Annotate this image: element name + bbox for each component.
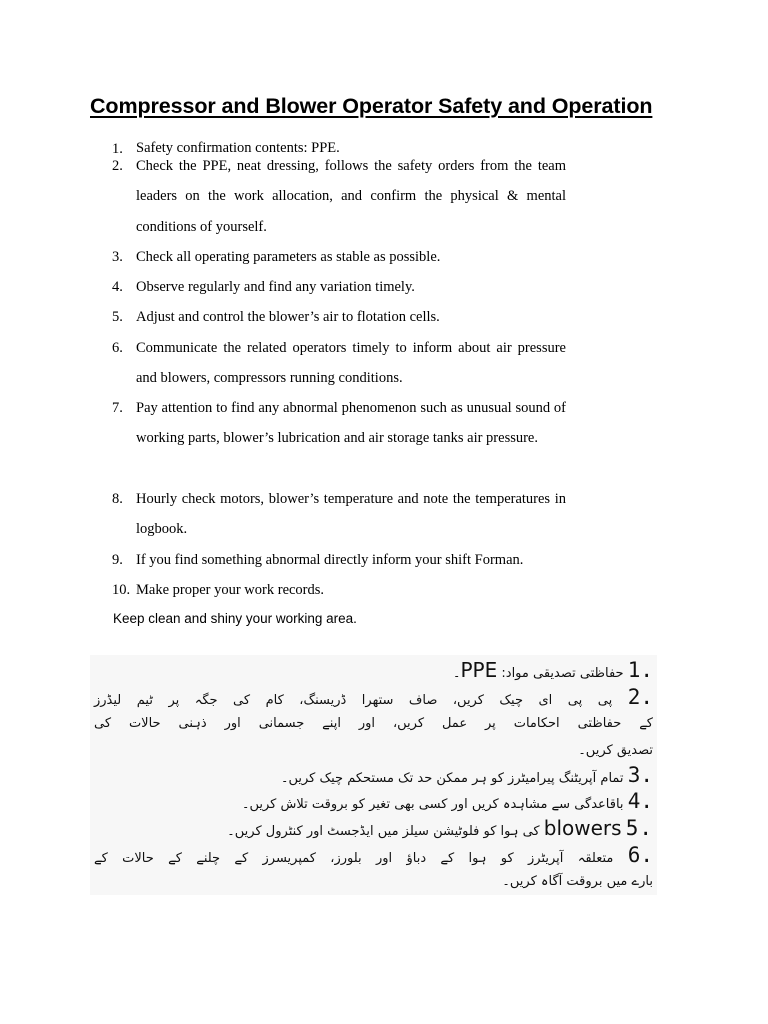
list-item-number: 6.	[112, 340, 123, 356]
urdu-text: باقاعدگی سے مشاہدہ کریں اور کسی بھی تغیر کو بروقت تلاش کریں۔	[241, 797, 624, 812]
urdu-line-2b	[94, 712, 653, 736]
list-item-text: Adjust and control the blower’s air to flotation cells.	[136, 309, 440, 325]
urdu-text: کے حفاظتی احکامات پر عمل کریں، اور اپنے جسمانی اور ذہنی حالات کی	[94, 716, 653, 731]
list-item-8	[112, 484, 566, 545]
document-title: Compressor and Blower Operator Safety and Operation	[90, 94, 653, 118]
list-item-text: Check all operating parameters as stable as possible.	[136, 249, 441, 265]
urdu-line-6a	[94, 843, 653, 871]
list-item-number: 1.	[112, 141, 123, 157]
list-item-6	[112, 333, 566, 394]
list-item-2	[112, 151, 566, 242]
list-item-number: 4.	[112, 279, 123, 295]
urdu-translation-block	[90, 655, 657, 895]
list-item-number: 9.	[112, 552, 123, 568]
urdu-item-number: 5.	[625, 816, 653, 840]
urdu-text: بارے میں بروقت آگاہ کریں۔	[502, 874, 653, 889]
urdu-line-5	[227, 816, 653, 844]
list-item-number: 8.	[112, 491, 123, 507]
urdu-blowers-term: blowers	[543, 816, 622, 840]
list-item-5	[112, 302, 566, 332]
urdu-item-number: 1.	[627, 658, 653, 682]
list-item-number: 3.	[112, 249, 123, 265]
list-item-text: Communicate the related operators timely to inform about air pressure and blowers, compressors running conditions.	[136, 340, 566, 387]
list-item-text: If you find something abnormal directly inform your shift Forman.	[136, 552, 524, 568]
urdu-text: پی پی ای چیک کریں، صاف ستھرا ڈریسنگ، کام کی جگہ پر ٹیم لیڈرز	[94, 693, 613, 708]
list-item-number: 2.	[112, 158, 123, 174]
list-item-text: Hourly check motors, blower’s temperature and note the temperatures in logbook.	[136, 491, 566, 538]
urdu-line-3	[281, 763, 653, 791]
list-item-number: 7.	[112, 400, 123, 416]
urdu-text: تصدیق کریں۔	[578, 743, 653, 758]
urdu-ppe-term: PPE	[460, 658, 498, 682]
list-item-3	[112, 242, 566, 272]
urdu-line-6b	[502, 870, 653, 894]
urdu-line-4	[242, 789, 653, 817]
urdu-text: متعلقہ آپریٹرز کو ہوا کے دباؤ اور بلورز، کمپریسرز کے چلنے کے حالات کے	[94, 851, 614, 866]
urdu-line-2c	[578, 739, 653, 763]
urdu-item-number: 6.	[627, 843, 653, 867]
closing-note: Keep clean and shiny your working area.	[113, 611, 357, 626]
urdu-item-number: 2.	[627, 685, 653, 709]
urdu-line-1	[453, 658, 653, 686]
urdu-text: کی ہوا کو فلوٹیشن سیلز میں ایڈجسٹ اور کنٹرول کریں۔	[227, 824, 540, 839]
list-item-4	[112, 272, 566, 302]
urdu-text: حفاظتی تصدیقی مواد:	[501, 666, 624, 681]
list-item-text: Pay attention to find any abnormal phenomenon such as unusual sound of working parts, blower’s lubrication and air storage tanks air pressure.	[136, 400, 566, 447]
list-item-text: Make proper your work records.	[136, 582, 325, 598]
list-item-7	[112, 393, 566, 454]
list-item-number: 5.	[112, 309, 123, 325]
list-item-number: 10.	[112, 582, 131, 598]
urdu-item-number: 4.	[627, 789, 653, 813]
urdu-text: تمام آپریٹنگ پیرامیٹرز کو ہر ممکن حد تک مستحکم چیک کریں۔	[280, 771, 624, 786]
list-item-10	[112, 575, 566, 605]
list-item-9	[112, 545, 566, 575]
list-item-text: Check the PPE, neat dressing, follows the safety orders from the team leaders on the work allocation, and confirm the physical & mental conditions of yourself.	[136, 158, 566, 235]
urdu-item-number: 3.	[627, 763, 653, 787]
urdu-line-2a	[94, 685, 653, 713]
urdu-full-stop: ۔	[452, 666, 461, 681]
list-item-text: Observe regularly and find any variation timely.	[136, 279, 415, 295]
list-item-text: Safety confirmation contents: PPE.	[136, 140, 340, 156]
